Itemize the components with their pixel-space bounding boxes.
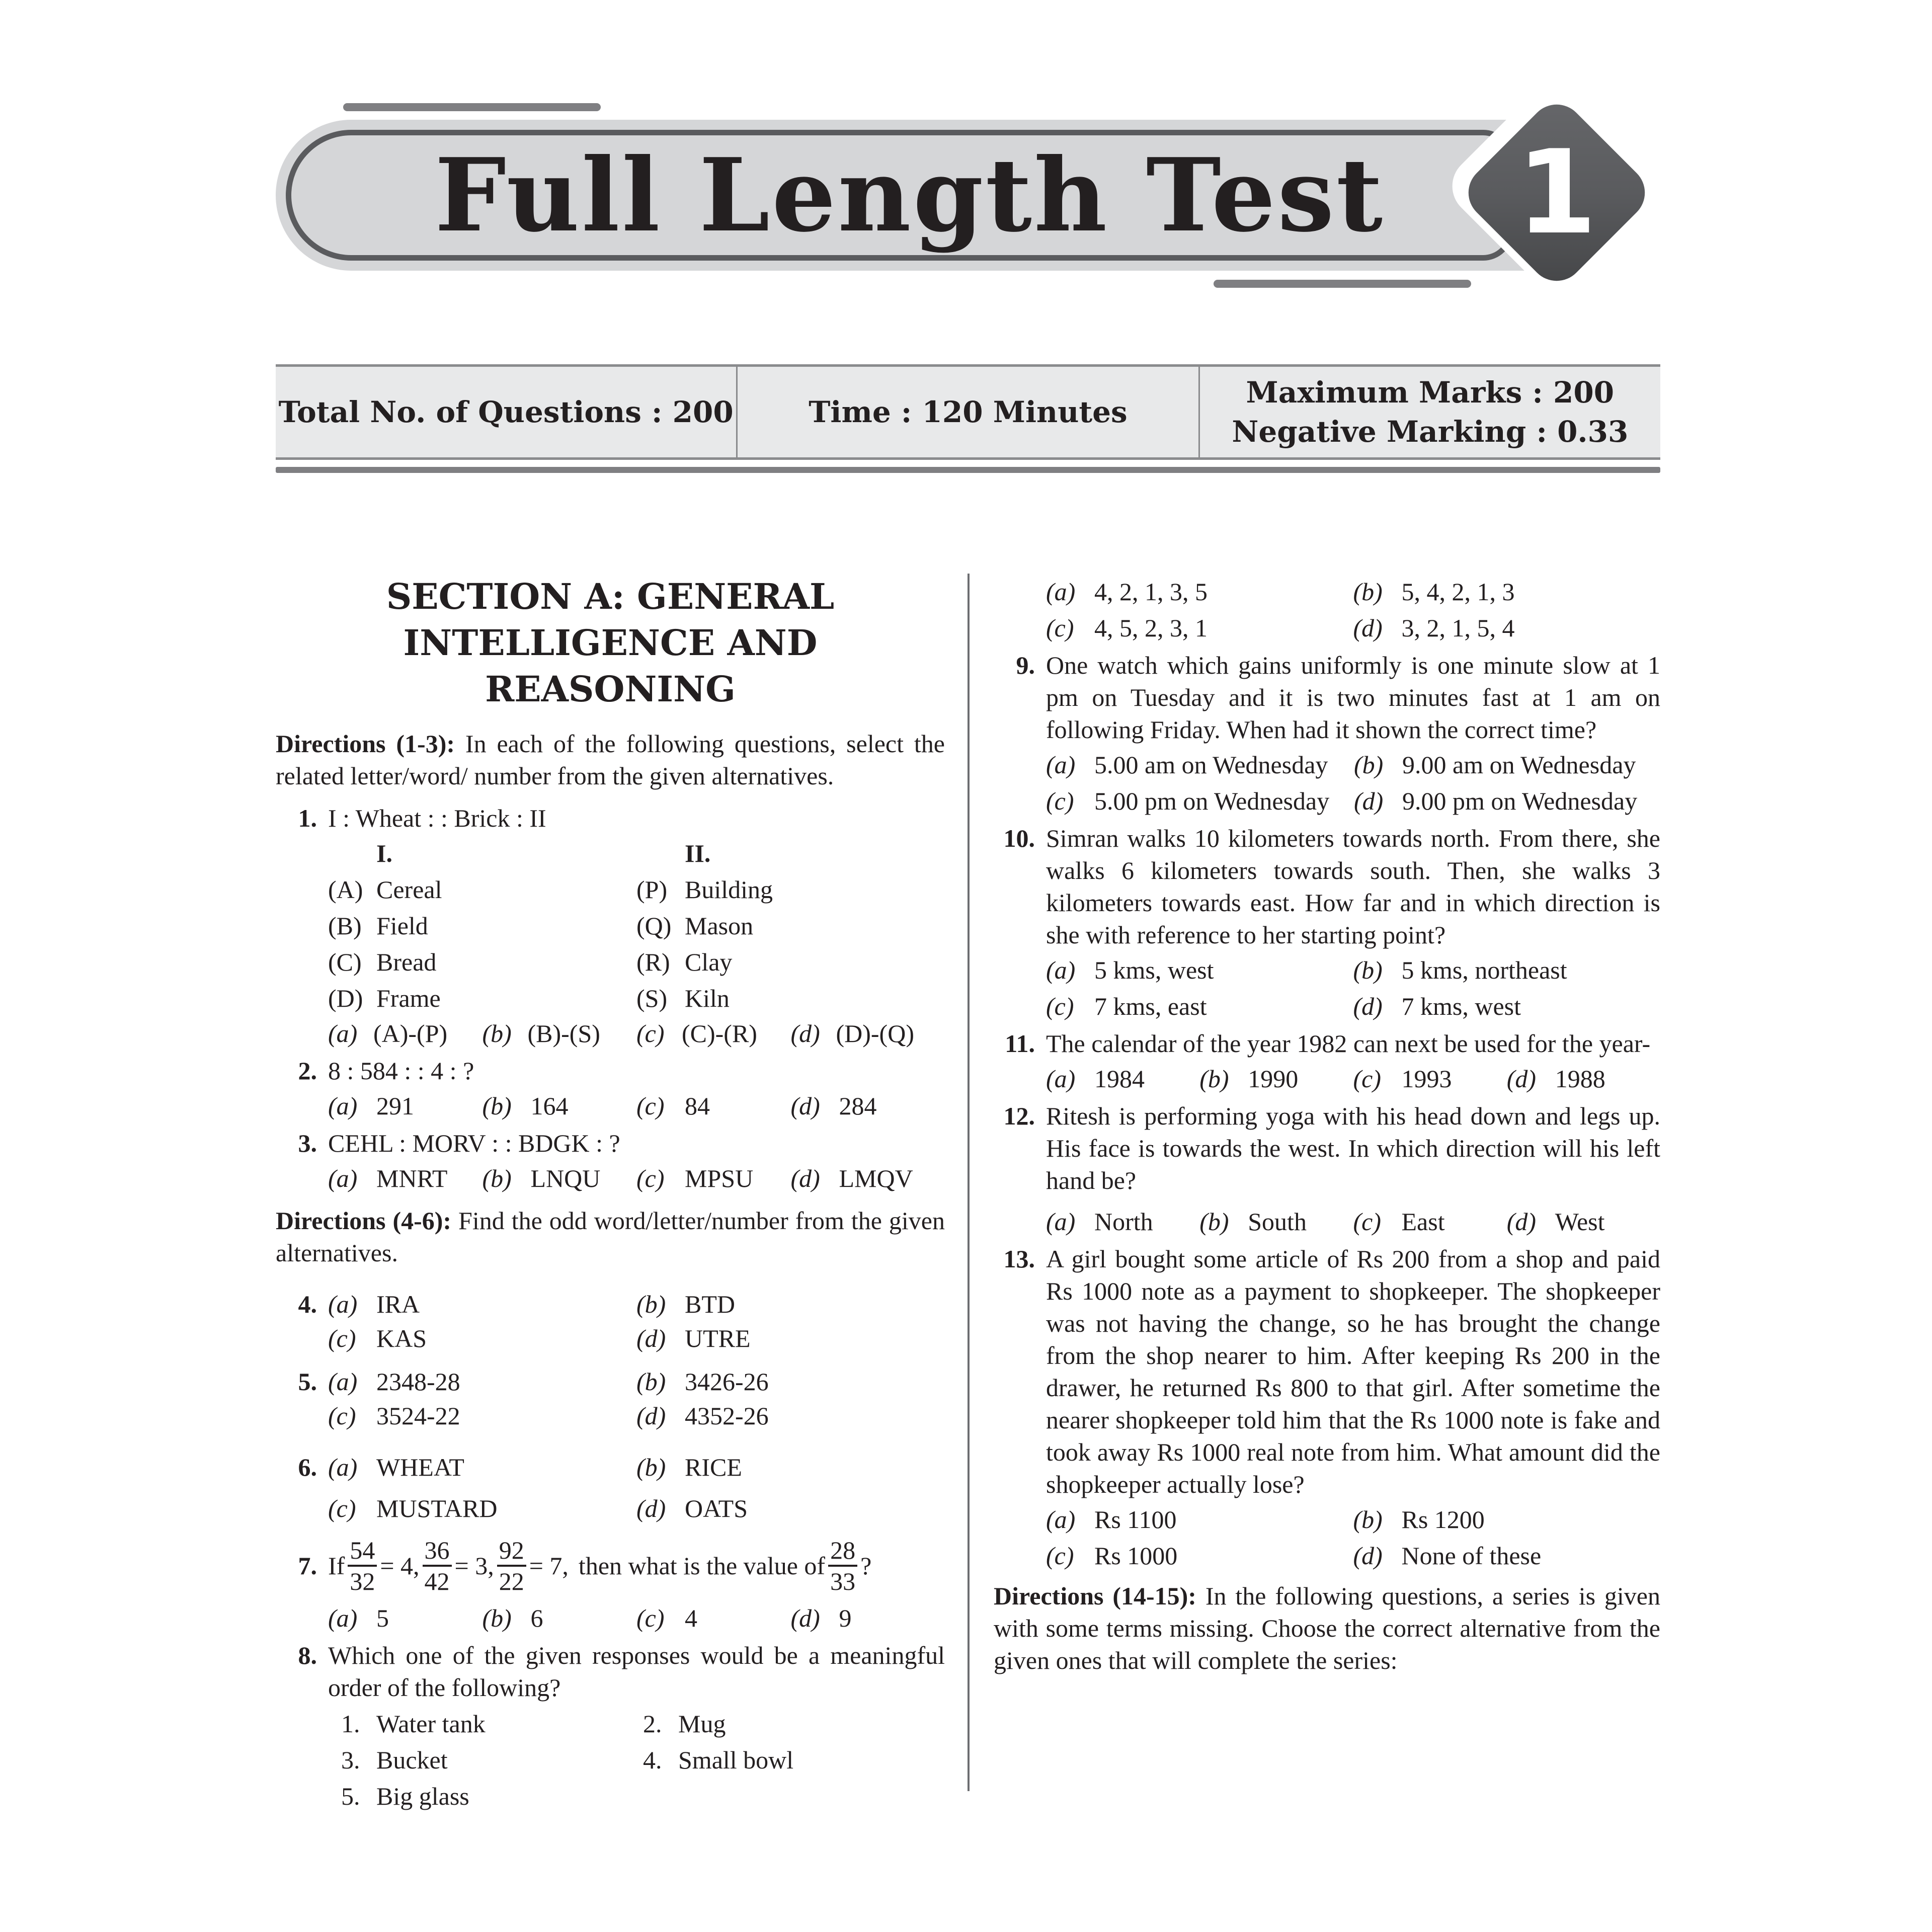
option-b[interactable] bbox=[1353, 954, 1661, 986]
question-text: then what is the value of bbox=[578, 1552, 826, 1580]
question-number: 4. bbox=[298, 1290, 317, 1318]
denominator: 42 bbox=[424, 1567, 450, 1595]
option-text: 5.00 pm on Wednesday bbox=[1094, 787, 1330, 815]
directions-1-3 bbox=[276, 728, 945, 792]
match-label: (B) bbox=[328, 912, 362, 940]
option-a[interactable] bbox=[1046, 749, 1354, 781]
option-a[interactable] bbox=[328, 1288, 636, 1320]
numerator: 36 bbox=[423, 1536, 452, 1567]
answer-options bbox=[328, 1017, 945, 1050]
question-number: 1. bbox=[298, 804, 317, 832]
section-title-line1: SECTION A: GENERAL bbox=[386, 576, 835, 617]
match-item bbox=[328, 982, 636, 1014]
info-total-questions bbox=[276, 367, 738, 457]
answer-options bbox=[1046, 1205, 1660, 1238]
option-text: MPSU bbox=[685, 1164, 754, 1192]
option-a[interactable] bbox=[328, 1017, 482, 1050]
option-text: 7 kms, east bbox=[1094, 992, 1207, 1020]
directions-text: Find the odd word/letter/number from the given alternatives. bbox=[276, 1206, 945, 1267]
match-label: (D) bbox=[328, 984, 363, 1012]
match-item bbox=[328, 873, 636, 906]
option-d[interactable] bbox=[1507, 1205, 1660, 1238]
option-label: (c) bbox=[636, 1019, 665, 1048]
test-number-badge bbox=[1442, 93, 1673, 304]
item-text: Mug bbox=[678, 1710, 726, 1738]
option-label: (c) bbox=[1046, 1542, 1074, 1570]
option-text: 9 bbox=[839, 1604, 852, 1632]
question-number: 5. bbox=[298, 1367, 317, 1396]
match-label: (P) bbox=[636, 875, 668, 904]
order-item bbox=[341, 1708, 643, 1740]
option-label: (c) bbox=[328, 1324, 356, 1352]
question-number: 6. bbox=[298, 1453, 317, 1481]
option-b[interactable] bbox=[1353, 1503, 1661, 1536]
option-d[interactable] bbox=[1353, 990, 1661, 1022]
option-a[interactable] bbox=[1046, 576, 1353, 608]
question-9 bbox=[994, 649, 1660, 746]
option-label: (b) bbox=[1199, 1208, 1229, 1236]
left-column bbox=[276, 564, 945, 1812]
option-text: KAS bbox=[376, 1324, 427, 1352]
item-text: Water tank bbox=[376, 1710, 486, 1738]
option-c[interactable] bbox=[636, 1017, 791, 1050]
option-text: 3, 2, 1, 5, 4 bbox=[1401, 614, 1515, 642]
option-d[interactable] bbox=[636, 1400, 945, 1432]
option-text: 4 bbox=[685, 1604, 697, 1632]
question-number: 11. bbox=[1005, 1029, 1035, 1058]
max-marks-text: Maximum Marks : 200 bbox=[1246, 375, 1615, 410]
match-item bbox=[636, 910, 945, 942]
item-number: 2. bbox=[643, 1710, 662, 1738]
option-text: 5 bbox=[376, 1604, 389, 1632]
option-d[interactable] bbox=[636, 1322, 945, 1354]
option-label: (a) bbox=[328, 1092, 358, 1120]
option-a[interactable] bbox=[328, 1090, 482, 1122]
item-text: Big glass bbox=[376, 1782, 469, 1810]
option-text: (B)-(S) bbox=[527, 1019, 600, 1048]
question-number: 8. bbox=[298, 1641, 317, 1669]
option-text: 7 kms, west bbox=[1401, 992, 1521, 1020]
option-c[interactable] bbox=[1046, 1540, 1353, 1572]
fraction bbox=[348, 1536, 377, 1596]
match-value: Clay bbox=[685, 948, 733, 976]
match-col1-head: I. bbox=[376, 839, 392, 867]
option-b[interactable] bbox=[1199, 1063, 1353, 1095]
option-text: UTRE bbox=[685, 1324, 751, 1352]
option-label: (a) bbox=[328, 1164, 358, 1192]
match-item bbox=[328, 946, 636, 978]
option-text: LNQU bbox=[530, 1164, 601, 1192]
option-text: 4, 2, 1, 3, 5 bbox=[1094, 578, 1208, 606]
option-text: North bbox=[1094, 1208, 1153, 1236]
option-label: (d) bbox=[1506, 1065, 1537, 1093]
option-a[interactable] bbox=[328, 1365, 636, 1398]
option-label: (d) bbox=[1353, 614, 1383, 642]
option-label: (b) bbox=[1353, 578, 1383, 606]
option-label: (a) bbox=[328, 1367, 358, 1396]
decorative-bar-top bbox=[343, 103, 601, 111]
option-b[interactable] bbox=[1354, 749, 1660, 781]
option-b[interactable] bbox=[482, 1602, 637, 1634]
directions-text: In the following questions, a series is given with some terms missing. Choose the correct alternative from the given ones that will complete the series: bbox=[994, 1582, 1660, 1674]
item-number: 3. bbox=[341, 1746, 360, 1774]
option-label: (b) bbox=[1353, 956, 1383, 984]
order-item bbox=[341, 1744, 643, 1776]
answer-options bbox=[1046, 1063, 1660, 1095]
option-a[interactable] bbox=[1046, 1063, 1199, 1095]
option-label: (a) bbox=[1046, 578, 1076, 606]
option-label: (d) bbox=[790, 1164, 820, 1192]
question-text: Ritesh is performing yoga with his head down and legs up. His face is towards the west. In which direction will his left hand be? bbox=[1046, 1102, 1660, 1194]
match-label: (C) bbox=[328, 948, 362, 976]
option-c[interactable] bbox=[1353, 1205, 1507, 1238]
page-title: Full Length Test bbox=[434, 136, 1385, 255]
option-label: (b) bbox=[482, 1604, 512, 1632]
option-label: (a) bbox=[328, 1290, 358, 1318]
equation-result: = 7, bbox=[529, 1552, 569, 1580]
option-text: OATS bbox=[685, 1494, 748, 1522]
question-12 bbox=[994, 1100, 1660, 1196]
option-c[interactable] bbox=[328, 1492, 636, 1524]
option-text: 5.00 am on Wednesday bbox=[1094, 751, 1328, 779]
question-text: A girl bought some article of Rs 200 from a shop and paid Rs 1000 note as a payment to shopkeeper. The shopkeeper was not having the change, so he has brought the change from the shop nearer to him. After keeping Rs 200 in the drawer, he returned Rs 800 to that girl. After sometime the nearer shopkeeper told him that the Rs 1000 note is fake and took away Rs 1000 real note from him. What amount did the shopkeeper actually lose? bbox=[1046, 1245, 1660, 1498]
option-text: 291 bbox=[376, 1092, 414, 1120]
match-item bbox=[636, 873, 945, 906]
option-text: East bbox=[1401, 1208, 1445, 1236]
option-a[interactable] bbox=[328, 1451, 636, 1483]
match-value: Frame bbox=[376, 984, 441, 1012]
match-value: Kiln bbox=[685, 984, 730, 1012]
question-text: The calendar of the year 1982 can next be used for the year- bbox=[1046, 1029, 1651, 1058]
option-label: (c) bbox=[1046, 614, 1074, 642]
option-label: (b) bbox=[636, 1367, 666, 1396]
numerator: 54 bbox=[348, 1536, 377, 1567]
option-d[interactable] bbox=[791, 1090, 945, 1122]
option-label: (c) bbox=[636, 1164, 665, 1192]
option-label: (c) bbox=[1046, 787, 1074, 815]
option-c[interactable] bbox=[636, 1602, 791, 1634]
numerator: 28 bbox=[828, 1536, 857, 1567]
option-text: (A)-(P) bbox=[373, 1019, 448, 1048]
option-label: (a) bbox=[1046, 1208, 1076, 1236]
fraction bbox=[828, 1536, 857, 1596]
directions-label: Directions (4-6): bbox=[276, 1206, 452, 1235]
directions-label: Directions (14-15): bbox=[994, 1582, 1196, 1610]
option-label: (b) bbox=[636, 1453, 666, 1481]
option-d[interactable] bbox=[791, 1162, 945, 1194]
info-marks bbox=[1200, 367, 1660, 457]
option-a[interactable] bbox=[1046, 1503, 1353, 1536]
item-text: Small bowl bbox=[678, 1746, 794, 1774]
option-text: BTD bbox=[685, 1290, 735, 1318]
option-label: (a) bbox=[328, 1019, 358, 1048]
option-text: WHEAT bbox=[376, 1453, 464, 1481]
badge-number: 1 bbox=[1516, 125, 1597, 260]
option-a[interactable] bbox=[328, 1162, 482, 1194]
match-label: (R) bbox=[636, 948, 670, 976]
option-a[interactable] bbox=[328, 1602, 482, 1634]
match-value: Bread bbox=[376, 948, 437, 976]
section-title bbox=[276, 574, 945, 712]
option-label: (d) bbox=[790, 1604, 820, 1632]
answer-options bbox=[328, 1162, 945, 1194]
option-text: LMQV bbox=[839, 1164, 913, 1192]
question-number: 13. bbox=[1003, 1245, 1035, 1273]
option-d[interactable] bbox=[1354, 785, 1660, 817]
time-text: Time : 120 Minutes bbox=[809, 394, 1128, 429]
answer-options bbox=[328, 1090, 945, 1122]
match-label: (Q) bbox=[636, 912, 672, 940]
question-5 bbox=[276, 1365, 945, 1432]
answer-options bbox=[328, 1602, 945, 1634]
option-label: (d) bbox=[790, 1092, 820, 1120]
question-text: If bbox=[328, 1552, 345, 1580]
info-table-rule bbox=[276, 467, 1660, 473]
option-label: (a) bbox=[1046, 751, 1076, 779]
question-2 bbox=[276, 1055, 945, 1087]
column-divider bbox=[968, 574, 970, 1791]
answer-options bbox=[1046, 1503, 1660, 1572]
option-c[interactable] bbox=[1046, 785, 1354, 817]
option-text: IRA bbox=[376, 1290, 420, 1318]
question-13 bbox=[994, 1243, 1660, 1500]
option-label: (d) bbox=[636, 1324, 666, 1352]
match-label: (S) bbox=[636, 984, 668, 1012]
directions-text: In each of the following questions, select the related letter/word/ number from the given alternatives. bbox=[276, 730, 945, 790]
answer-options bbox=[1046, 954, 1660, 1022]
option-label: (d) bbox=[636, 1402, 666, 1430]
question-text: Simran walks 10 kilometers towards north. From there, she walks 6 kilometers towards south. Then, she walks 3 kilometers towards east. How far and in which direction is she with reference to her starting point? bbox=[1046, 824, 1660, 949]
match-value: Mason bbox=[685, 912, 754, 940]
option-d[interactable] bbox=[1353, 612, 1661, 644]
question-number: 2. bbox=[298, 1057, 317, 1085]
option-text: (D)-(Q) bbox=[836, 1019, 914, 1048]
total-questions-text: Total No. of Questions : 200 bbox=[278, 394, 734, 429]
option-b[interactable] bbox=[1353, 576, 1661, 608]
option-b[interactable] bbox=[482, 1162, 637, 1194]
question-8 bbox=[276, 1639, 945, 1704]
section-title-line2: INTELLIGENCE AND REASONING bbox=[403, 622, 818, 710]
question-number: 7. bbox=[298, 1552, 317, 1580]
option-c[interactable] bbox=[328, 1322, 636, 1354]
option-b[interactable] bbox=[482, 1017, 637, 1050]
option-d[interactable] bbox=[1507, 1063, 1660, 1095]
option-c[interactable] bbox=[328, 1400, 636, 1432]
option-text: South bbox=[1248, 1208, 1307, 1236]
directions-14-15 bbox=[994, 1580, 1660, 1676]
match-value: Cereal bbox=[376, 875, 442, 904]
option-text: Rs 1100 bbox=[1094, 1505, 1177, 1534]
question-1 bbox=[276, 802, 945, 834]
option-text: 5, 4, 2, 1, 3 bbox=[1401, 578, 1515, 606]
option-label: (b) bbox=[482, 1092, 512, 1120]
right-column bbox=[994, 564, 1660, 1686]
info-time bbox=[738, 367, 1199, 457]
option-label: (d) bbox=[1353, 1542, 1383, 1570]
match-item bbox=[636, 946, 945, 978]
match-item bbox=[328, 910, 636, 942]
option-text: 284 bbox=[839, 1092, 877, 1120]
option-label: (d) bbox=[1354, 787, 1384, 815]
question-text: One watch which gains uniformly is one minute slow at 1 pm on Tuesday and it is two minutes fast at 1 am on following Friday. When had it shown the correct time? bbox=[1046, 651, 1660, 744]
question-text: CEHL : MORV : : BDGK : ? bbox=[328, 1129, 620, 1157]
option-text: 9.00 pm on Wednesday bbox=[1402, 787, 1638, 815]
option-label: (a) bbox=[1046, 956, 1076, 984]
option-c[interactable] bbox=[1046, 990, 1353, 1022]
test-info-table bbox=[276, 364, 1660, 460]
option-label: (b) bbox=[482, 1019, 512, 1048]
option-text: 84 bbox=[685, 1092, 710, 1120]
fraction bbox=[423, 1536, 452, 1596]
option-d[interactable] bbox=[791, 1017, 945, 1050]
option-text: (C)-(R) bbox=[682, 1019, 757, 1048]
match-label: (A) bbox=[328, 875, 363, 904]
option-text: West bbox=[1555, 1208, 1605, 1236]
option-text: 2348-28 bbox=[376, 1367, 460, 1396]
option-label: (b) bbox=[1354, 751, 1384, 779]
option-text: 1984 bbox=[1094, 1065, 1145, 1093]
option-text: Rs 1000 bbox=[1094, 1542, 1178, 1570]
option-text: MNRT bbox=[376, 1164, 448, 1192]
option-d[interactable] bbox=[636, 1492, 945, 1524]
directions-4-6 bbox=[276, 1204, 945, 1269]
item-number: 5. bbox=[341, 1782, 360, 1810]
option-label: (c) bbox=[328, 1494, 356, 1522]
option-label: (a) bbox=[1046, 1505, 1076, 1534]
item-number: 4. bbox=[643, 1746, 662, 1774]
order-items-list bbox=[341, 1708, 945, 1812]
option-label: (c) bbox=[1353, 1065, 1381, 1093]
option-b[interactable] bbox=[636, 1288, 945, 1320]
option-label: (a) bbox=[328, 1453, 358, 1481]
option-text: 164 bbox=[530, 1092, 569, 1120]
equation-result: = 3, bbox=[454, 1552, 494, 1580]
question-6 bbox=[276, 1451, 945, 1524]
option-a[interactable] bbox=[1046, 1205, 1199, 1238]
option-text: MUSTARD bbox=[376, 1494, 498, 1522]
directions-label: Directions (1-3): bbox=[276, 730, 455, 758]
question-text: I : Wheat : : Brick : II bbox=[328, 804, 546, 832]
option-label: (b) bbox=[1353, 1505, 1383, 1534]
equation-result: = 4, bbox=[380, 1552, 420, 1580]
option-d[interactable] bbox=[1353, 1540, 1661, 1572]
order-item bbox=[643, 1708, 945, 1740]
option-b[interactable] bbox=[482, 1090, 637, 1122]
option-text: RICE bbox=[685, 1453, 742, 1481]
question-mark: ? bbox=[860, 1552, 872, 1580]
option-label: (a) bbox=[1046, 1065, 1076, 1093]
option-text: 1990 bbox=[1248, 1065, 1299, 1093]
question-text: Which one of the given responses would be a meaningful order of the following? bbox=[328, 1641, 945, 1702]
option-label: (b) bbox=[1199, 1065, 1229, 1093]
match-value: Field bbox=[376, 912, 428, 940]
question-3 bbox=[276, 1127, 945, 1159]
option-label: (d) bbox=[636, 1494, 666, 1522]
match-item bbox=[636, 982, 945, 1014]
option-label: (c) bbox=[328, 1402, 356, 1430]
denominator: 32 bbox=[350, 1567, 375, 1595]
option-text: 6 bbox=[530, 1604, 543, 1632]
option-label: (a) bbox=[328, 1604, 358, 1632]
numerator: 92 bbox=[497, 1536, 526, 1567]
option-label: (d) bbox=[1353, 992, 1383, 1020]
option-text: 3524-22 bbox=[376, 1402, 460, 1430]
question-11 bbox=[994, 1027, 1660, 1060]
option-text: None of these bbox=[1401, 1542, 1542, 1570]
option-c[interactable] bbox=[1046, 612, 1353, 644]
option-label: (b) bbox=[636, 1290, 666, 1318]
option-label: (c) bbox=[1046, 992, 1074, 1020]
question-10 bbox=[994, 822, 1660, 951]
option-label: (c) bbox=[636, 1604, 665, 1632]
option-text: 1988 bbox=[1555, 1065, 1605, 1093]
option-text: 3426-26 bbox=[685, 1367, 769, 1396]
option-text: 1993 bbox=[1401, 1065, 1452, 1093]
option-b[interactable] bbox=[636, 1365, 945, 1398]
option-c[interactable] bbox=[636, 1162, 791, 1194]
fraction bbox=[497, 1536, 526, 1596]
option-label: (d) bbox=[1506, 1208, 1537, 1236]
order-item bbox=[341, 1780, 643, 1812]
option-text: 5 kms, west bbox=[1094, 956, 1214, 984]
option-text: 4, 5, 2, 3, 1 bbox=[1094, 614, 1208, 642]
option-label: (c) bbox=[636, 1092, 665, 1120]
option-text: 9.00 am on Wednesday bbox=[1402, 751, 1636, 779]
option-a[interactable] bbox=[1046, 954, 1353, 986]
option-c[interactable] bbox=[636, 1090, 791, 1122]
option-label: (d) bbox=[790, 1019, 820, 1048]
option-c[interactable] bbox=[1353, 1063, 1507, 1095]
question-number: 9. bbox=[1016, 651, 1035, 679]
question-number: 3. bbox=[298, 1129, 317, 1157]
item-number: 1. bbox=[341, 1710, 360, 1738]
question-4 bbox=[276, 1288, 945, 1354]
answer-options-q8 bbox=[1046, 576, 1660, 644]
match-table bbox=[328, 837, 945, 1014]
item-text: Bucket bbox=[376, 1746, 448, 1774]
question-number: 12. bbox=[1003, 1102, 1035, 1130]
option-label: (c) bbox=[1353, 1208, 1381, 1236]
answer-options bbox=[1046, 749, 1660, 817]
option-text: Rs 1200 bbox=[1401, 1505, 1485, 1534]
option-text: 5 kms, northeast bbox=[1401, 956, 1567, 984]
option-label: (b) bbox=[482, 1164, 512, 1192]
question-7 bbox=[276, 1536, 945, 1596]
match-value: Building bbox=[685, 875, 773, 904]
option-b[interactable] bbox=[636, 1451, 945, 1483]
option-text: 4352-26 bbox=[685, 1402, 769, 1430]
denominator: 33 bbox=[830, 1567, 856, 1595]
order-item bbox=[643, 1744, 945, 1776]
option-d[interactable] bbox=[791, 1602, 945, 1634]
question-number: 10. bbox=[1003, 824, 1035, 852]
negative-marking-text: Negative Marking : 0.33 bbox=[1232, 415, 1629, 449]
decorative-bar-bottom bbox=[1214, 280, 1471, 288]
match-col2-head: II. bbox=[685, 839, 711, 867]
denominator: 22 bbox=[499, 1567, 524, 1595]
question-text: 8 : 584 : : 4 : ? bbox=[328, 1057, 474, 1085]
option-b[interactable] bbox=[1199, 1205, 1353, 1238]
